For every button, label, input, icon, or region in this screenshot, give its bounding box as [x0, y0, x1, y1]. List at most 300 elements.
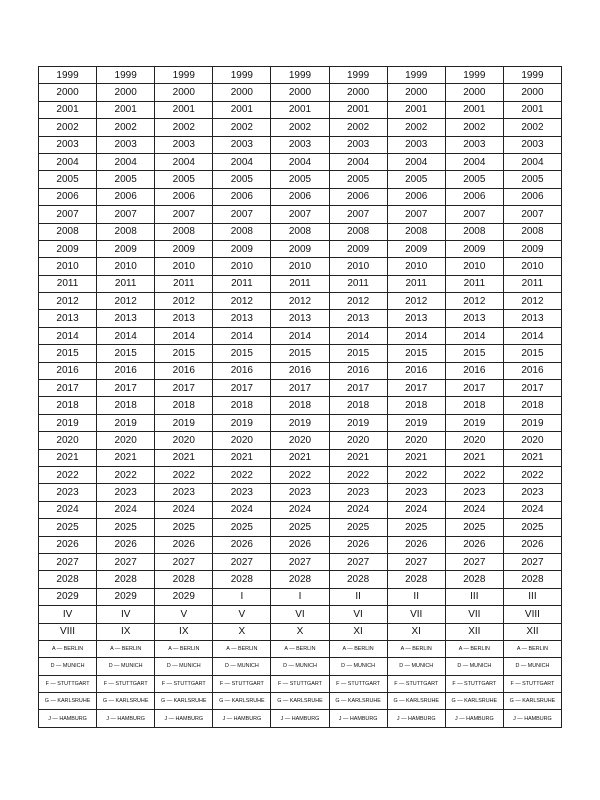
year-label-cell: 2013: [387, 310, 445, 327]
year-label-cell: 2013: [155, 310, 213, 327]
city-label-cell: A — BERLIN: [213, 640, 271, 657]
city-label-cell: A — BERLIN: [329, 640, 387, 657]
year-label-cell: 2028: [213, 571, 271, 588]
year-label-cell: 2015: [329, 345, 387, 362]
year-label-cell: 2003: [329, 136, 387, 153]
year-label-cell: 2019: [387, 414, 445, 431]
year-label-cell: 2008: [271, 223, 329, 240]
year-label-cell: 2008: [329, 223, 387, 240]
year-label-cell: 2025: [39, 519, 97, 536]
year-label-cell: 2012: [445, 293, 503, 310]
year-label-cell: 2003: [503, 136, 561, 153]
year-label-cell: 2015: [271, 345, 329, 362]
year-row: [39, 466, 562, 483]
year-label-cell: 2024: [387, 501, 445, 518]
year-label-cell: 2014: [329, 327, 387, 344]
numeral-label-cell: IX: [155, 623, 213, 640]
year-label-cell: 2003: [97, 136, 155, 153]
year-label-cell: 2019: [329, 414, 387, 431]
year-label-cell: 2016: [503, 362, 561, 379]
year-label-cell: 2024: [39, 501, 97, 518]
year-label-cell: 2014: [271, 327, 329, 344]
year-label-cell: 2008: [445, 223, 503, 240]
city-label-cell: D — MUNICH: [445, 658, 503, 675]
year-label-cell: 2021: [503, 449, 561, 466]
year-label-cell: 2014: [97, 327, 155, 344]
city-label-cell: J — HAMBURG: [97, 710, 155, 727]
year-label-cell: 2001: [271, 101, 329, 118]
year-label-cell: 2025: [387, 519, 445, 536]
year-label-cell: 2011: [155, 275, 213, 292]
city-label-cell: J — HAMBURG: [155, 710, 213, 727]
year-label-cell: 2000: [445, 84, 503, 101]
year-label-cell: 2012: [503, 293, 561, 310]
numeral-row: [39, 588, 562, 605]
year-label-cell: 2016: [387, 362, 445, 379]
year-label-cell: 2005: [387, 171, 445, 188]
year-label-cell: 2025: [445, 519, 503, 536]
year-label-cell: 2021: [39, 449, 97, 466]
year-label-cell: 2008: [39, 223, 97, 240]
year-label-cell: 2014: [503, 327, 561, 344]
year-label-cell: 2025: [213, 519, 271, 536]
year-row: [39, 536, 562, 553]
year-label-cell: 2024: [503, 501, 561, 518]
year-label-cell: 2020: [97, 432, 155, 449]
year-row: [39, 153, 562, 170]
year-label-cell: 2012: [387, 293, 445, 310]
numeral-label-cell: 2029: [155, 588, 213, 605]
year-label-cell: 2019: [445, 414, 503, 431]
year-row: [39, 449, 562, 466]
city-row: [39, 710, 562, 727]
year-label-cell: 2015: [155, 345, 213, 362]
year-row: [39, 414, 562, 431]
year-label-cell: 2013: [503, 310, 561, 327]
year-label-cell: 2004: [155, 153, 213, 170]
year-label-cell: 2019: [39, 414, 97, 431]
year-label-cell: 2009: [445, 240, 503, 257]
year-label-cell: 2012: [329, 293, 387, 310]
year-label-cell: 2002: [271, 119, 329, 136]
year-label-cell: 2010: [213, 258, 271, 275]
year-label-cell: 2004: [97, 153, 155, 170]
year-label-cell: 2014: [445, 327, 503, 344]
year-label-cell: 2013: [329, 310, 387, 327]
year-label-cell: 2005: [39, 171, 97, 188]
city-label-cell: J — HAMBURG: [39, 710, 97, 727]
city-label-cell: F — STUTTGART: [271, 675, 329, 692]
year-label-cell: 2023: [445, 484, 503, 501]
year-label-cell: 2012: [39, 293, 97, 310]
year-label-cell: 2026: [445, 536, 503, 553]
year-label-cell: 2009: [387, 240, 445, 257]
year-label-cell: 2011: [213, 275, 271, 292]
year-label-cell: 2004: [329, 153, 387, 170]
year-label-cell: 2018: [213, 397, 271, 414]
year-label-cell: 2027: [503, 553, 561, 570]
numeral-label-cell: VI: [329, 606, 387, 623]
year-label-cell: 1999: [155, 67, 213, 84]
year-label-cell: 2028: [387, 571, 445, 588]
city-label-cell: G — KARLSRUHE: [39, 693, 97, 710]
year-label-cell: 2022: [271, 466, 329, 483]
year-label-cell: 2001: [213, 101, 271, 118]
year-label-cell: 2002: [39, 119, 97, 136]
year-label-cell: 2015: [213, 345, 271, 362]
year-label-cell: 2015: [445, 345, 503, 362]
year-label-cell: 2009: [97, 240, 155, 257]
year-label-cell: 2006: [503, 188, 561, 205]
year-label-cell: 2003: [387, 136, 445, 153]
year-label-cell: 2003: [155, 136, 213, 153]
numeral-label-cell: III: [445, 588, 503, 605]
year-label-cell: 2020: [213, 432, 271, 449]
numeral-label-cell: 2029: [97, 588, 155, 605]
year-label-cell: 2017: [445, 380, 503, 397]
year-label-cell: 2005: [503, 171, 561, 188]
year-label-cell: 2000: [97, 84, 155, 101]
year-label-cell: 2021: [155, 449, 213, 466]
year-label-cell: 2022: [39, 466, 97, 483]
year-row: [39, 223, 562, 240]
year-row: [39, 206, 562, 223]
year-label-cell: 2019: [503, 414, 561, 431]
city-label-cell: A — BERLIN: [39, 640, 97, 657]
year-label-cell: 2021: [387, 449, 445, 466]
year-label-cell: 2013: [213, 310, 271, 327]
year-label-cell: 2011: [387, 275, 445, 292]
year-label-cell: 2019: [97, 414, 155, 431]
city-row: [39, 640, 562, 657]
year-label-cell: 2002: [445, 119, 503, 136]
numeral-label-cell: VII: [387, 606, 445, 623]
year-label-cell: 2000: [329, 84, 387, 101]
year-label-cell: 2017: [387, 380, 445, 397]
year-label-cell: 2006: [271, 188, 329, 205]
year-label-cell: 2020: [39, 432, 97, 449]
city-label-cell: F — STUTTGART: [445, 675, 503, 692]
year-label-cell: 2002: [329, 119, 387, 136]
year-label-cell: 2007: [39, 206, 97, 223]
year-label-cell: 2003: [39, 136, 97, 153]
numeral-label-cell: V: [155, 606, 213, 623]
year-label-cell: 1999: [271, 67, 329, 84]
year-label-cell: 2021: [97, 449, 155, 466]
year-label-cell: 2021: [271, 449, 329, 466]
year-row: [39, 101, 562, 118]
numeral-label-cell: XII: [503, 623, 561, 640]
year-label-cell: 2017: [329, 380, 387, 397]
year-label-cell: 2022: [445, 466, 503, 483]
year-label-cell: 2011: [503, 275, 561, 292]
city-row: [39, 693, 562, 710]
year-label-cell: 2002: [97, 119, 155, 136]
numeral-label-cell: III: [503, 588, 561, 605]
year-label-cell: 2028: [97, 571, 155, 588]
year-label-cell: 2006: [329, 188, 387, 205]
year-label-cell: 2016: [329, 362, 387, 379]
city-label-cell: A — BERLIN: [387, 640, 445, 657]
year-label-cell: 1999: [39, 67, 97, 84]
year-label-cell: 2010: [503, 258, 561, 275]
city-label-cell: D — MUNICH: [39, 658, 97, 675]
year-label-cell: 2020: [503, 432, 561, 449]
year-label-cell: 2006: [213, 188, 271, 205]
year-label-cell: 2020: [329, 432, 387, 449]
year-label-cell: 1999: [97, 67, 155, 84]
year-label-cell: 2006: [155, 188, 213, 205]
city-row: [39, 675, 562, 692]
year-label-cell: 2023: [503, 484, 561, 501]
year-label-cell: 2008: [97, 223, 155, 240]
year-label-cell: 2011: [97, 275, 155, 292]
city-label-cell: J — HAMBURG: [387, 710, 445, 727]
numeral-label-cell: X: [271, 623, 329, 640]
year-row: [39, 397, 562, 414]
year-label-cell: 2024: [271, 501, 329, 518]
year-label-cell: 2010: [387, 258, 445, 275]
year-label-cell: 2027: [329, 553, 387, 570]
numeral-label-cell: IX: [97, 623, 155, 640]
year-label-cell: 2011: [39, 275, 97, 292]
year-row: [39, 188, 562, 205]
city-label-cell: J — HAMBURG: [503, 710, 561, 727]
year-label-cell: 2011: [445, 275, 503, 292]
year-label-cell: 2007: [445, 206, 503, 223]
year-label-cell: 2027: [271, 553, 329, 570]
year-label-cell: 2009: [329, 240, 387, 257]
year-label-cell: 2000: [387, 84, 445, 101]
year-label-cell: 2026: [155, 536, 213, 553]
year-label-cell: 2000: [503, 84, 561, 101]
year-row: [39, 327, 562, 344]
numeral-label-cell: X: [213, 623, 271, 640]
year-label-cell: 2006: [445, 188, 503, 205]
year-label-cell: 2023: [271, 484, 329, 501]
year-row: [39, 380, 562, 397]
year-label-cell: 2009: [39, 240, 97, 257]
year-label-cell: 2028: [329, 571, 387, 588]
year-label-cell: 2006: [387, 188, 445, 205]
city-label-cell: D — MUNICH: [155, 658, 213, 675]
year-label-cell: 2024: [155, 501, 213, 518]
year-label-cell: 2009: [213, 240, 271, 257]
year-label-cell: 2028: [271, 571, 329, 588]
year-label-cell: 2001: [503, 101, 561, 118]
year-label-cell: 2000: [213, 84, 271, 101]
year-label-cell: 2027: [213, 553, 271, 570]
city-label-cell: G — KARLSRUHE: [445, 693, 503, 710]
label-sheet-body: [39, 67, 562, 728]
year-label-cell: 2017: [97, 380, 155, 397]
year-label-cell: 2014: [387, 327, 445, 344]
year-row: [39, 553, 562, 570]
year-label-cell: 2018: [271, 397, 329, 414]
city-label-cell: G — KARLSRUHE: [155, 693, 213, 710]
year-label-cell: 2001: [97, 101, 155, 118]
year-label-cell: 2010: [329, 258, 387, 275]
city-label-cell: D — MUNICH: [97, 658, 155, 675]
numeral-row: [39, 623, 562, 640]
year-label-cell: 2027: [387, 553, 445, 570]
city-label-cell: F — STUTTGART: [39, 675, 97, 692]
year-label-cell: 2015: [39, 345, 97, 362]
year-label-cell: 2005: [213, 171, 271, 188]
year-label-cell: 2022: [387, 466, 445, 483]
year-label-cell: 2016: [97, 362, 155, 379]
year-row: [39, 136, 562, 153]
year-label-cell: 2010: [39, 258, 97, 275]
year-row: [39, 501, 562, 518]
year-label-cell: 2002: [213, 119, 271, 136]
year-label-cell: 2028: [155, 571, 213, 588]
year-label-cell: 2006: [39, 188, 97, 205]
year-label-cell: 2025: [329, 519, 387, 536]
year-label-cell: 2014: [39, 327, 97, 344]
year-label-cell: 2028: [503, 571, 561, 588]
year-label-cell: 2024: [329, 501, 387, 518]
year-row: [39, 119, 562, 136]
year-label-cell: 2022: [97, 466, 155, 483]
year-label-cell: 2018: [155, 397, 213, 414]
city-label-cell: G — KARLSRUHE: [387, 693, 445, 710]
year-row: [39, 519, 562, 536]
year-label-cell: 2013: [445, 310, 503, 327]
year-label-cell: 2000: [155, 84, 213, 101]
year-label-cell: 2006: [97, 188, 155, 205]
year-label-cell: 2019: [155, 414, 213, 431]
city-label-cell: J — HAMBURG: [329, 710, 387, 727]
year-label-cell: 2004: [213, 153, 271, 170]
year-label-cell: 2019: [271, 414, 329, 431]
year-row: [39, 345, 562, 362]
year-label-cell: 1999: [329, 67, 387, 84]
year-label-cell: 2018: [387, 397, 445, 414]
year-label-cell: 2017: [155, 380, 213, 397]
year-label-cell: 2025: [271, 519, 329, 536]
city-label-cell: F — STUTTGART: [387, 675, 445, 692]
year-label-cell: 2016: [39, 362, 97, 379]
year-label-cell: 2018: [503, 397, 561, 414]
year-row: [39, 84, 562, 101]
year-label-cell: 1999: [387, 67, 445, 84]
year-row: [39, 171, 562, 188]
year-label-cell: 2011: [329, 275, 387, 292]
numeral-label-cell: VIII: [503, 606, 561, 623]
city-label-cell: A — BERLIN: [503, 640, 561, 657]
city-label-cell: F — STUTTGART: [329, 675, 387, 692]
year-label-cell: 2005: [97, 171, 155, 188]
year-label-cell: 2007: [271, 206, 329, 223]
year-label-cell: 1999: [503, 67, 561, 84]
year-label-cell: 2019: [213, 414, 271, 431]
year-label-cell: 2007: [329, 206, 387, 223]
year-label-cell: 2020: [271, 432, 329, 449]
year-label-cell: 2022: [503, 466, 561, 483]
year-label-cell: 2028: [39, 571, 97, 588]
year-label-cell: 2020: [445, 432, 503, 449]
year-label-cell: 2008: [213, 223, 271, 240]
year-label-cell: 1999: [445, 67, 503, 84]
year-label-cell: 2008: [387, 223, 445, 240]
year-label-cell: 2016: [213, 362, 271, 379]
city-label-cell: J — HAMBURG: [445, 710, 503, 727]
year-label-cell: 2001: [39, 101, 97, 118]
numeral-label-cell: I: [213, 588, 271, 605]
city-label-cell: A — BERLIN: [271, 640, 329, 657]
year-label-cell: 2028: [445, 571, 503, 588]
city-label-cell: G — KARLSRUHE: [213, 693, 271, 710]
year-label-cell: 2026: [39, 536, 97, 553]
year-label-cell: 2004: [39, 153, 97, 170]
year-label-cell: 2001: [445, 101, 503, 118]
year-label-cell: 2025: [97, 519, 155, 536]
year-label-cell: 2023: [213, 484, 271, 501]
year-label-cell: 2002: [387, 119, 445, 136]
numeral-label-cell: 2029: [39, 588, 97, 605]
year-label-cell: 2007: [155, 206, 213, 223]
year-label-cell: 1999: [213, 67, 271, 84]
city-label-cell: A — BERLIN: [155, 640, 213, 657]
year-label-cell: 2027: [155, 553, 213, 570]
numeral-row: [39, 606, 562, 623]
year-label-cell: 2016: [155, 362, 213, 379]
year-label-cell: 2022: [213, 466, 271, 483]
year-label-cell: 2018: [329, 397, 387, 414]
year-label-cell: 2001: [329, 101, 387, 118]
year-label-cell: 2004: [503, 153, 561, 170]
year-label-cell: 2002: [155, 119, 213, 136]
year-label-cell: 2023: [97, 484, 155, 501]
year-label-cell: 2001: [155, 101, 213, 118]
city-label-cell: F — STUTTGART: [155, 675, 213, 692]
city-label-cell: F — STUTTGART: [97, 675, 155, 692]
numeral-label-cell: I: [271, 588, 329, 605]
year-label-cell: 2024: [445, 501, 503, 518]
year-label-cell: 2023: [387, 484, 445, 501]
numeral-label-cell: VII: [445, 606, 503, 623]
year-label-cell: 2007: [97, 206, 155, 223]
numeral-label-cell: VI: [271, 606, 329, 623]
year-label-cell: 2016: [271, 362, 329, 379]
year-label-cell: 2010: [155, 258, 213, 275]
year-label-cell: 2005: [271, 171, 329, 188]
year-label-cell: 2000: [39, 84, 97, 101]
city-label-cell: J — HAMBURG: [271, 710, 329, 727]
year-row: [39, 432, 562, 449]
year-label-cell: 2004: [387, 153, 445, 170]
year-label-cell: 2017: [39, 380, 97, 397]
city-label-cell: D — MUNICH: [503, 658, 561, 675]
year-label-cell: 2009: [503, 240, 561, 257]
year-label-cell: 2020: [155, 432, 213, 449]
year-label-cell: 2015: [387, 345, 445, 362]
year-label-cell: 2003: [271, 136, 329, 153]
year-label-cell: 2023: [39, 484, 97, 501]
year-label-cell: 2005: [445, 171, 503, 188]
year-label-cell: 2013: [271, 310, 329, 327]
year-label-cell: 2021: [445, 449, 503, 466]
city-label-cell: G — KARLSRUHE: [97, 693, 155, 710]
year-label-cell: 2018: [39, 397, 97, 414]
city-label-cell: G — KARLSRUHE: [503, 693, 561, 710]
numeral-label-cell: V: [213, 606, 271, 623]
year-row: [39, 240, 562, 257]
city-label-cell: D — MUNICH: [271, 658, 329, 675]
numeral-label-cell: IV: [97, 606, 155, 623]
year-label-cell: 2012: [271, 293, 329, 310]
